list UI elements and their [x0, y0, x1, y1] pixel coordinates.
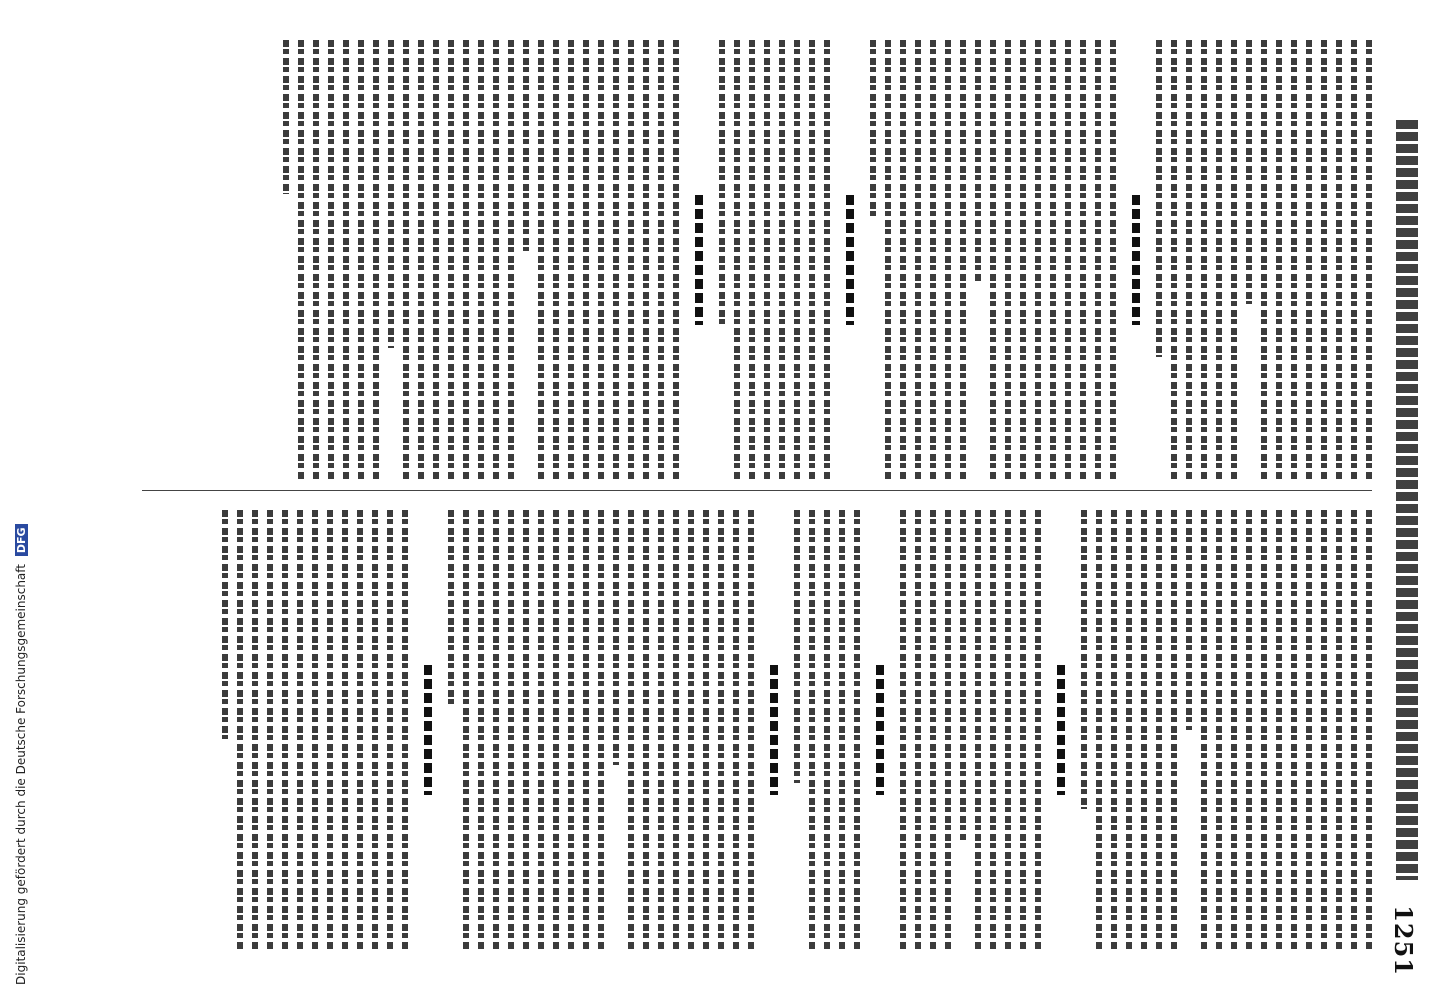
text-line — [598, 40, 604, 480]
text-line — [1095, 40, 1101, 480]
text-line — [373, 40, 379, 480]
text-line — [1336, 510, 1342, 950]
text-line — [900, 510, 906, 950]
text-line — [703, 510, 709, 950]
text-column-left — [122, 40, 1372, 480]
text-line — [222, 510, 228, 739]
text-line — [643, 510, 649, 950]
text-line — [824, 40, 830, 480]
text-line — [1020, 40, 1026, 480]
text-line — [794, 40, 800, 480]
text-line — [1351, 510, 1357, 950]
text-line — [613, 510, 619, 765]
text-line — [990, 510, 996, 950]
text-line — [583, 40, 589, 480]
article-heading — [1132, 195, 1140, 325]
text-line — [990, 40, 996, 480]
text-line — [1261, 510, 1267, 950]
text-line — [1276, 40, 1282, 480]
text-line — [764, 40, 770, 480]
text-line — [463, 40, 469, 480]
text-line — [1351, 40, 1357, 480]
text-line — [1216, 510, 1222, 950]
text-line — [628, 510, 634, 950]
dfg-credit — [14, 524, 28, 985]
article-heading — [1057, 665, 1065, 795]
text-line — [1156, 40, 1162, 357]
text-line — [658, 40, 664, 480]
text-line — [553, 40, 559, 480]
text-line — [748, 510, 754, 950]
dfg-credit-text: Digitalisierung gefördert durch die Deutsche Forschungsgemeinschaft — [14, 563, 28, 985]
text-line — [568, 510, 574, 950]
text-line — [960, 40, 966, 480]
text-line — [719, 40, 725, 326]
text-line — [975, 510, 981, 950]
text-line — [809, 40, 815, 480]
text-line — [854, 510, 860, 950]
text-line — [930, 40, 936, 480]
text-line — [313, 40, 319, 480]
text-line — [1171, 40, 1177, 480]
text-line — [568, 40, 574, 480]
text-line — [1110, 40, 1116, 480]
text-line — [312, 510, 318, 950]
text-line — [538, 40, 544, 480]
text-line — [357, 510, 363, 950]
text-line — [267, 510, 273, 950]
text-line — [1216, 40, 1222, 480]
text-line — [1186, 510, 1192, 730]
text-line — [328, 40, 334, 480]
text-line — [975, 40, 981, 282]
text-line — [433, 40, 439, 480]
text-line — [237, 510, 243, 950]
text-line — [1321, 510, 1327, 950]
text-line — [418, 40, 424, 480]
text-line — [538, 510, 544, 950]
text-line — [387, 510, 393, 950]
text-line — [900, 40, 906, 480]
text-column-right — [122, 510, 1372, 950]
text-line — [448, 40, 454, 480]
text-line — [1231, 510, 1237, 950]
text-line — [1035, 40, 1041, 480]
text-line — [1366, 510, 1372, 950]
text-line — [1201, 510, 1207, 950]
text-line — [1005, 40, 1011, 480]
text-line — [809, 510, 815, 950]
text-line — [403, 40, 409, 480]
text-line — [478, 40, 484, 480]
text-line — [1186, 40, 1192, 480]
text-line — [734, 40, 740, 480]
text-line — [1050, 40, 1056, 480]
text-line — [1156, 510, 1162, 950]
running-head — [1396, 120, 1418, 880]
text-line — [718, 510, 724, 950]
text-line — [613, 40, 619, 480]
text-line — [658, 510, 664, 950]
text-line — [1141, 510, 1147, 950]
text-line — [1080, 40, 1086, 480]
text-line — [553, 510, 559, 950]
text-line — [343, 40, 349, 480]
text-line — [583, 510, 589, 950]
text-line — [523, 510, 529, 950]
text-line — [493, 510, 499, 950]
text-line — [870, 40, 876, 216]
text-line — [1291, 40, 1297, 480]
text-line — [1321, 40, 1327, 480]
text-line — [1065, 40, 1071, 480]
text-line — [283, 40, 289, 194]
rotated-page-content — [52, 0, 1432, 1000]
text-line — [945, 510, 951, 950]
text-line — [1231, 40, 1237, 480]
text-line — [794, 510, 800, 783]
article-heading — [695, 195, 703, 325]
text-line — [1306, 40, 1312, 480]
text-line — [508, 40, 514, 480]
text-line — [298, 40, 304, 480]
text-line — [824, 510, 830, 950]
text-line — [523, 40, 529, 251]
text-line — [402, 510, 408, 950]
text-line — [733, 510, 739, 950]
text-line — [930, 510, 936, 950]
text-line — [1035, 510, 1041, 950]
text-line — [388, 40, 394, 348]
article-heading — [770, 665, 778, 795]
text-line — [1306, 510, 1312, 950]
page-number: 1251 — [1389, 905, 1418, 976]
text-line — [1096, 510, 1102, 950]
text-line — [1081, 510, 1087, 809]
text-line — [448, 510, 454, 704]
article-heading — [424, 665, 432, 795]
text-line — [358, 40, 364, 480]
text-line — [372, 510, 378, 950]
text-line — [673, 40, 679, 480]
text-line — [1201, 40, 1207, 480]
text-line — [493, 40, 499, 480]
text-line — [327, 510, 333, 950]
article-heading — [876, 665, 884, 795]
text-line — [749, 40, 755, 480]
text-line — [885, 40, 891, 480]
text-line — [673, 510, 679, 950]
text-line — [297, 510, 303, 950]
text-line — [1366, 40, 1372, 480]
text-line — [643, 40, 649, 480]
text-line — [945, 40, 951, 480]
dfg-sidebar — [0, 0, 40, 1000]
text-line — [598, 510, 604, 950]
text-line — [1005, 510, 1011, 950]
text-line — [1261, 40, 1267, 480]
dfg-logo: DFG — [15, 524, 28, 556]
text-line — [839, 510, 845, 950]
text-line — [1336, 40, 1342, 480]
text-line — [508, 510, 514, 950]
column-divider — [142, 490, 1372, 491]
text-line — [463, 510, 469, 950]
text-line — [252, 510, 258, 950]
text-line — [1020, 510, 1026, 950]
text-line — [1111, 510, 1117, 950]
text-line — [1246, 510, 1252, 950]
page-scan — [52, 0, 1432, 1000]
text-line — [779, 40, 785, 480]
text-line — [628, 40, 634, 480]
text-line — [960, 510, 966, 840]
text-line — [1276, 510, 1282, 950]
text-line — [1171, 510, 1177, 950]
text-line — [688, 510, 694, 950]
text-line — [915, 40, 921, 480]
text-line — [1126, 510, 1132, 950]
text-line — [478, 510, 484, 950]
text-line — [1246, 40, 1252, 304]
text-line — [282, 510, 288, 950]
text-line — [1291, 510, 1297, 950]
text-line — [915, 510, 921, 950]
article-heading — [846, 195, 854, 325]
text-line — [342, 510, 348, 950]
